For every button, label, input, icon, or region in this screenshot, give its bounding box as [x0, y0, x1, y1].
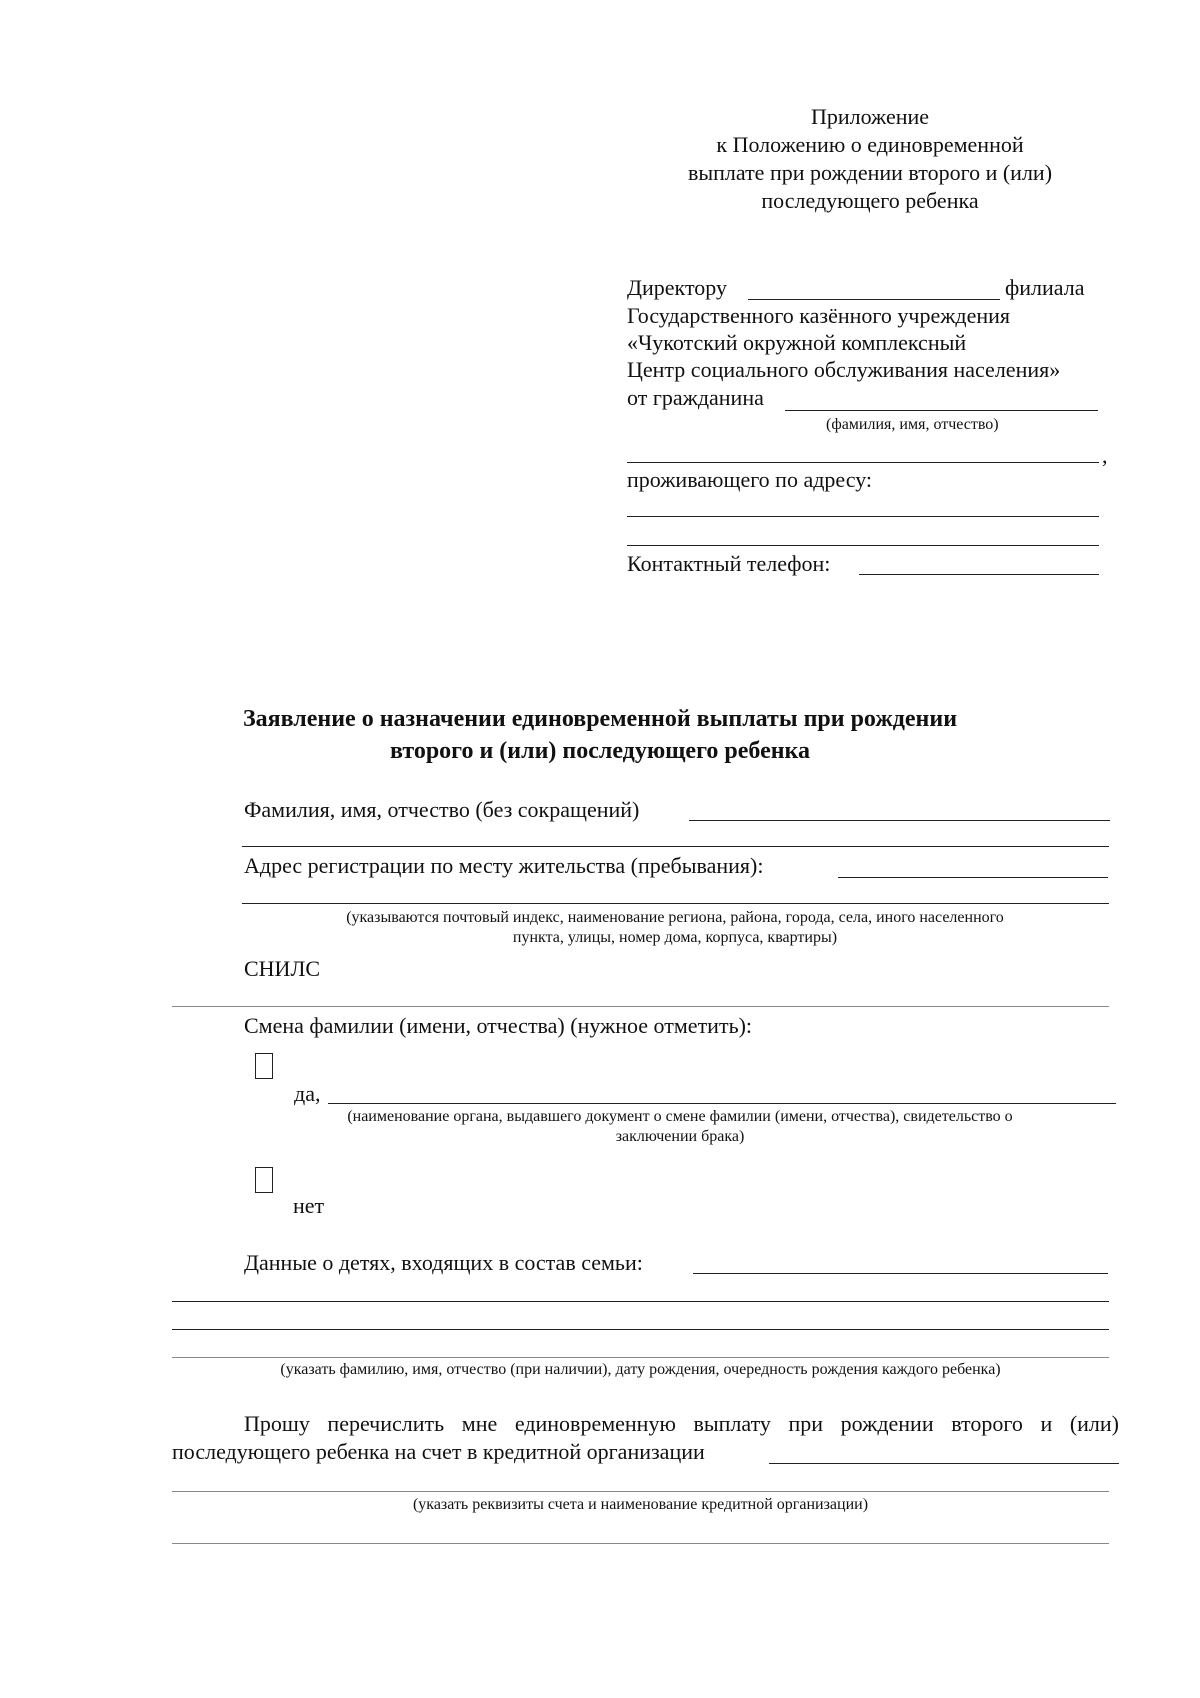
phone-label: Контактный телефон: — [627, 551, 831, 576]
director-name-field[interactable] — [748, 299, 1000, 300]
snils-field[interactable] — [172, 1006, 1109, 1007]
bank-account-field[interactable] — [769, 1463, 1119, 1464]
fio-field-2[interactable] — [242, 846, 1109, 847]
branch-label: филиала — [1005, 275, 1085, 300]
no-label: нет — [293, 1193, 325, 1218]
address-field-1[interactable] — [627, 516, 1099, 517]
citizen-name-field[interactable] — [785, 410, 1098, 411]
bank-caption: (указать реквизиты счета и наименование кредитной организации) — [412, 1496, 869, 1513]
annex-line-3: выплате при рождении второго и (или) — [687, 160, 1053, 185]
address-field-2[interactable] — [627, 545, 1099, 546]
yes-caption — [240, 1107, 1120, 1147]
address-label: Адрес регистрации по месту жительства (пребывания): — [244, 853, 764, 878]
children-field-2[interactable] — [172, 1301, 1109, 1302]
address-caption-line-1: (указываются почтовый индекс, наименование региона, района, города, села, иного населенного — [346, 909, 1004, 926]
no-checkbox[interactable] — [255, 1167, 273, 1193]
registration-address-field-2[interactable] — [242, 903, 1109, 904]
phone-field[interactable] — [859, 574, 1099, 575]
annex-line-2: к Положению о единовременной — [716, 132, 1024, 157]
fio-field[interactable] — [689, 820, 1110, 821]
request-line-1: Прошу перечислить мне единовременную выплату при рождении второго и (или) — [244, 1411, 1119, 1436]
children-field[interactable] — [693, 1273, 1108, 1274]
issuing-authority-field[interactable] — [328, 1103, 1116, 1104]
comma: , — [1102, 443, 1108, 468]
annex-line-4: последующего ребенка — [761, 188, 979, 213]
annex-header — [640, 103, 1100, 215]
address-caption-line-2: пункта, улицы, номер дома, корпуса, квартиры) — [512, 929, 838, 946]
address-caption — [240, 908, 1110, 948]
from-citizen-label: от гражданина — [627, 385, 764, 410]
title-line-2: второго и (или) последующего ребенка — [389, 738, 811, 764]
yes-caption-line-2: заключении брака) — [615, 1128, 745, 1145]
children-field-3[interactable] — [172, 1329, 1109, 1330]
institution-line-2: «Чукотский окружной комплексный — [627, 330, 967, 355]
children-caption: (указать фамилию, имя, отчество (при наличии), дату рождения, очередность рождения каждого ребенка) — [280, 1361, 1001, 1378]
institution-line-1: Государственного казённого учреждения — [627, 303, 1011, 328]
form-title — [170, 703, 1030, 767]
bank-account-field-2[interactable] — [172, 1491, 1109, 1492]
registration-address-field[interactable] — [838, 877, 1108, 878]
fio-caption: (фамилия, имя, отчество) — [826, 416, 999, 433]
yes-label: да, — [294, 1081, 321, 1106]
fio-label: Фамилия, имя, отчество (без сокращений) — [244, 797, 640, 822]
name-change-label: Смена фамилии (имени, отчества) (нужное отметить): — [244, 1013, 753, 1038]
yes-caption-line-1: (наименование органа, выдавшего документ о смене фамилии (имени, отчества), свидетельство о — [347, 1108, 1013, 1125]
children-label: Данные о детях, входящих в состав семьи: — [244, 1250, 643, 1275]
residing-label: проживающего по адресу: — [627, 467, 873, 492]
institution-line-3: Центр социального обслуживания населения» — [627, 357, 1061, 382]
citizen-name-field-2[interactable] — [627, 462, 1099, 463]
snils-label: СНИЛС — [244, 956, 321, 981]
request-line-2: последующего ребенка на счет в кредитной организации — [172, 1439, 705, 1464]
bank-account-field-3[interactable] — [172, 1543, 1109, 1544]
children-field-4[interactable] — [172, 1357, 1109, 1358]
annex-line-1: Приложение — [810, 104, 930, 129]
director-label: Директору — [627, 275, 727, 300]
title-line-1: Заявление о назначении единовременной выплаты при рождении — [242, 706, 958, 732]
yes-checkbox[interactable] — [255, 1053, 273, 1079]
